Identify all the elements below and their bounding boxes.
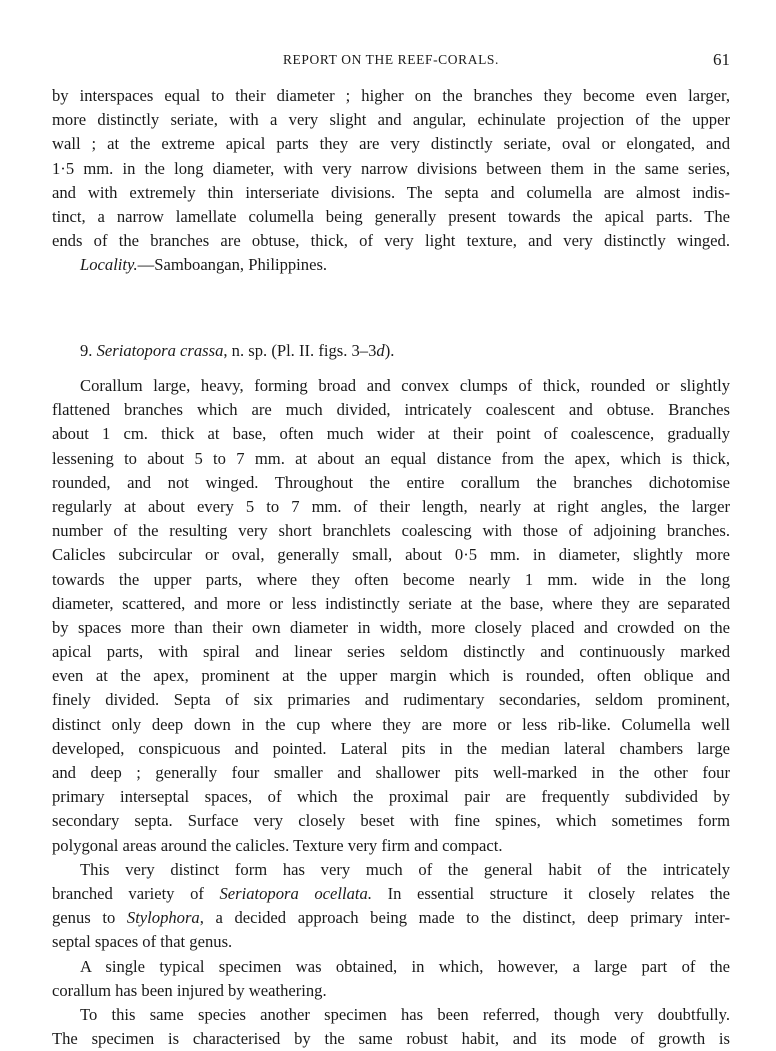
species-number: 9. bbox=[80, 341, 93, 360]
text-line: and with extremely thin interseriate divisions. The septa and columella are almost indis- bbox=[52, 182, 730, 202]
text-line: polygonal areas around the calicles. Texture very firm and compact. bbox=[52, 835, 503, 855]
text-run: In essential structure it closely relates the bbox=[371, 883, 730, 903]
text-line: about 1 cm. thick at base, often much wider at their point of coalescence, gradually bbox=[52, 424, 730, 444]
locality-line bbox=[52, 253, 730, 277]
text-line: finely divided. Septa of six primaries and rudimentary secondaries, seldom prominent, bbox=[52, 690, 730, 710]
text-line: number of the resulting very short branchlets coalescing with those of adjoining branches. bbox=[52, 521, 730, 541]
text-run: , a decided approach being made to the distinct, deep primary inter- bbox=[199, 908, 730, 928]
referral-line: The specimen is characterised by the same robust habit, and its mode of growth is bbox=[52, 1029, 730, 1049]
remarks-line: This very distinct form has very much of the general habit of the intricately bbox=[80, 859, 730, 879]
text-line: flattened branches which are much divided, intricately coalescent and obtuse. Branches bbox=[52, 400, 730, 420]
text-line: rounded, and not winged. Throughout the entire corallum the branches dichotomise bbox=[52, 472, 730, 492]
text-line: by interspaces equal to their diameter ; higher on the branches they become even larger, bbox=[52, 86, 730, 105]
remarks-line: septal spaces of that genus. bbox=[52, 932, 233, 952]
text-line: more distinctly seriate, with a very slight and angular, echinulate projection of the upper bbox=[52, 110, 730, 130]
text-line: ends of the branches are obtuse, thick, of very light texture, and very distinctly winged. bbox=[52, 231, 730, 251]
specimen-line: corallum has been injured by weathering. bbox=[52, 980, 327, 1000]
text-line: Corallum large, heavy, forming broad and convex clumps of thick, rounded or slightly bbox=[80, 376, 730, 395]
referral-line: To this same species another specimen has been referred, though very doubtfully. bbox=[80, 1004, 730, 1024]
locality-value: —Samboangan, Philippines. bbox=[137, 255, 328, 275]
text-line: primary interseptal spaces, of which the proximal pair are frequently subdivided by bbox=[52, 787, 730, 807]
remarks-line bbox=[52, 906, 730, 930]
text-line: regularly at about every 5 to 7 mm. of their length, nearly at right angles, the larger bbox=[52, 496, 730, 516]
running-title: REPORT ON THE REEF-CORALS. bbox=[282, 52, 500, 67]
text-line: tinct, a narrow lamellate columella being generally present towards the apical parts. The bbox=[52, 206, 730, 226]
text-line: 1·5 mm. in the long diameter, with very narrow divisions between them in the same series, bbox=[52, 158, 730, 178]
text-line: developed, conspicuous and pointed. Lateral pits in the median lateral chambers large bbox=[52, 738, 730, 758]
text-line: and deep ; generally four smaller and shallower pits well-marked in the other four bbox=[52, 763, 730, 782]
text-line: apical parts, with spiral and linear series seldom distinctly and continuously marked bbox=[52, 642, 730, 662]
running-header bbox=[52, 52, 730, 74]
continuation-paragraph bbox=[52, 84, 730, 278]
species-designation: , n. sp. (Pl. II. figs. 3–3 bbox=[223, 341, 377, 360]
text-run: genus to bbox=[52, 908, 127, 928]
figure-suffix: d bbox=[376, 341, 385, 360]
text-line: towards the upper parts, where they often become nearly 1 mm. wide in the long bbox=[52, 569, 730, 589]
species-closing: ). bbox=[384, 341, 395, 360]
text-line: by spaces more than their own diameter in width, more closely placed and crowded on the bbox=[52, 617, 730, 637]
page-number: 61 bbox=[713, 50, 730, 69]
remarks-line bbox=[52, 882, 730, 906]
text-line: secondary septa. Surface very closely beset with fine spines, which sometimes form bbox=[52, 811, 730, 831]
text-line: even at the apex, prominent at the upper margin which is rounded, often oblique and bbox=[52, 666, 730, 686]
locality-label: Locality. bbox=[80, 255, 138, 275]
species-name: Seriatopora crassa bbox=[96, 341, 224, 360]
description-paragraph bbox=[52, 374, 730, 1051]
text-line: lessening to about 5 to 7 mm. at about an equal distance from the apex, which is thick, bbox=[52, 448, 730, 468]
text-line: wall ; at the extreme apical parts they are very distinctly seriate, oval or elongated, and bbox=[52, 134, 730, 154]
text-line: diameter, scattered, and more or less indistinctly seriate at the base, where they are separated bbox=[52, 593, 730, 613]
species-heading bbox=[52, 338, 730, 364]
text-line: distinct only deep down in the cup where they are more or less rib-like. Columella well bbox=[52, 714, 730, 734]
text-line: Calicles subcircular or oval, generally small, about 0·5 mm. in diameter, slightly more bbox=[52, 545, 730, 565]
taxon-name: Stylophora bbox=[126, 908, 200, 928]
text-run: branched variety of bbox=[52, 883, 220, 903]
taxon-name: Seriatopora ocellata. bbox=[219, 883, 372, 903]
specimen-line: A single typical specimen was obtained, in which, however, a large part of the bbox=[80, 956, 730, 976]
